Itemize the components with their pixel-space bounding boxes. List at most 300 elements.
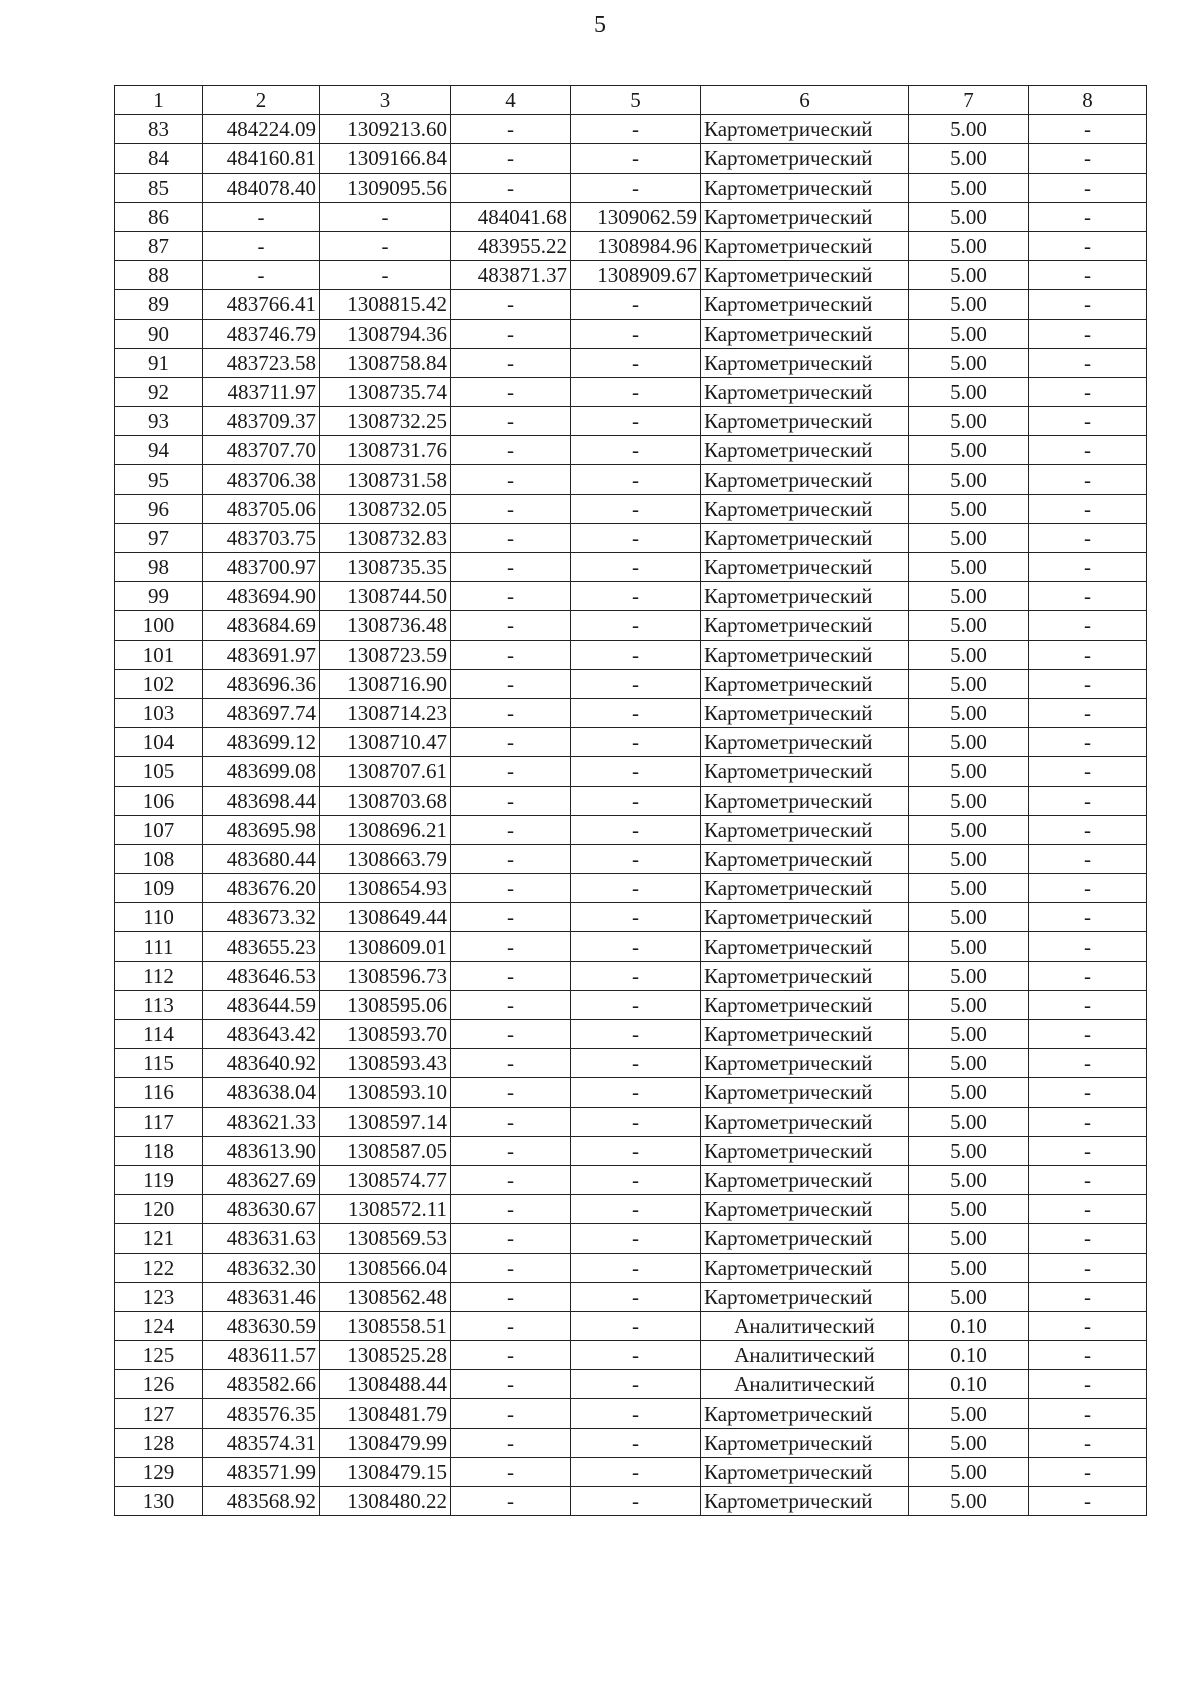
column-header: 3 bbox=[320, 86, 451, 115]
point-number-cell: 85 bbox=[115, 173, 203, 202]
method-cell: Картометрический bbox=[701, 1224, 909, 1253]
column-header: 1 bbox=[115, 86, 203, 115]
point-number-cell: 83 bbox=[115, 115, 203, 144]
point-number-cell: 130 bbox=[115, 1487, 203, 1516]
description-cell: - bbox=[1029, 903, 1147, 932]
x-coordinate-alt-cell: - bbox=[451, 1224, 571, 1253]
y-coordinate-cell: 1308649.44 bbox=[320, 903, 451, 932]
accuracy-cell: 5.00 bbox=[909, 698, 1029, 727]
y-coordinate-cell: 1308735.74 bbox=[320, 377, 451, 406]
y-coordinate-cell: 1308479.99 bbox=[320, 1428, 451, 1457]
y-coordinate-alt-cell: - bbox=[571, 932, 701, 961]
y-coordinate-cell: - bbox=[320, 261, 451, 290]
point-number-cell: 129 bbox=[115, 1457, 203, 1486]
x-coordinate-cell: 483576.35 bbox=[203, 1399, 320, 1428]
x-coordinate-cell: - bbox=[203, 202, 320, 231]
table-row bbox=[115, 786, 1147, 815]
method-cell: Картометрический bbox=[701, 348, 909, 377]
table-row bbox=[115, 1165, 1147, 1194]
y-coordinate-alt-cell: - bbox=[571, 348, 701, 377]
method-cell: Картометрический bbox=[701, 1078, 909, 1107]
accuracy-cell: 5.00 bbox=[909, 844, 1029, 873]
x-coordinate-cell: - bbox=[203, 261, 320, 290]
method-cell: Картометрический bbox=[701, 1428, 909, 1457]
y-coordinate-cell: 1308663.79 bbox=[320, 844, 451, 873]
x-coordinate-alt-cell: - bbox=[451, 1107, 571, 1136]
x-coordinate-alt-cell: - bbox=[451, 290, 571, 319]
y-coordinate-alt-cell: - bbox=[571, 961, 701, 990]
description-cell: - bbox=[1029, 728, 1147, 757]
x-coordinate-alt-cell: - bbox=[451, 1311, 571, 1340]
description-cell: - bbox=[1029, 1282, 1147, 1311]
description-cell: - bbox=[1029, 669, 1147, 698]
y-coordinate-cell: 1308609.01 bbox=[320, 932, 451, 961]
table-row bbox=[115, 1049, 1147, 1078]
table-row bbox=[115, 144, 1147, 173]
y-coordinate-cell: 1308558.51 bbox=[320, 1311, 451, 1340]
x-coordinate-alt-cell: - bbox=[451, 815, 571, 844]
y-coordinate-alt-cell: - bbox=[571, 874, 701, 903]
method-cell: Картометрический bbox=[701, 640, 909, 669]
y-coordinate-alt-cell: - bbox=[571, 436, 701, 465]
x-coordinate-cell: 483673.32 bbox=[203, 903, 320, 932]
table-body bbox=[115, 115, 1147, 1516]
y-coordinate-cell: 1308480.22 bbox=[320, 1487, 451, 1516]
method-cell: Картометрический bbox=[701, 377, 909, 406]
description-cell: - bbox=[1029, 640, 1147, 669]
x-coordinate-cell: 483574.31 bbox=[203, 1428, 320, 1457]
method-cell: Картометрический bbox=[701, 465, 909, 494]
description-cell: - bbox=[1029, 494, 1147, 523]
point-number-cell: 91 bbox=[115, 348, 203, 377]
x-coordinate-cell: 483630.59 bbox=[203, 1311, 320, 1340]
method-cell: Картометрический bbox=[701, 728, 909, 757]
accuracy-cell: 5.00 bbox=[909, 961, 1029, 990]
point-number-cell: 128 bbox=[115, 1428, 203, 1457]
description-cell: - bbox=[1029, 1078, 1147, 1107]
x-coordinate-alt-cell: - bbox=[451, 1136, 571, 1165]
accuracy-cell: 5.00 bbox=[909, 319, 1029, 348]
table-row bbox=[115, 1020, 1147, 1049]
accuracy-cell: 0.10 bbox=[909, 1341, 1029, 1370]
x-coordinate-alt-cell: - bbox=[451, 786, 571, 815]
y-coordinate-cell: 1308595.06 bbox=[320, 990, 451, 1019]
y-coordinate-alt-cell: - bbox=[571, 990, 701, 1019]
x-coordinate-cell: 483691.97 bbox=[203, 640, 320, 669]
y-coordinate-cell: 1308731.58 bbox=[320, 465, 451, 494]
y-coordinate-alt-cell: - bbox=[571, 1078, 701, 1107]
point-number-cell: 109 bbox=[115, 874, 203, 903]
table-row bbox=[115, 319, 1147, 348]
x-coordinate-alt-cell: - bbox=[451, 523, 571, 552]
column-header: 5 bbox=[571, 86, 701, 115]
column-header: 6 bbox=[701, 86, 909, 115]
y-coordinate-alt-cell: - bbox=[571, 1136, 701, 1165]
description-cell: - bbox=[1029, 1487, 1147, 1516]
y-coordinate-cell: 1308566.04 bbox=[320, 1253, 451, 1282]
x-coordinate-alt-cell: - bbox=[451, 407, 571, 436]
method-cell: Картометрический bbox=[701, 1020, 909, 1049]
table-row bbox=[115, 698, 1147, 727]
method-cell: Картометрический bbox=[701, 202, 909, 231]
method-cell: Картометрический bbox=[701, 1049, 909, 1078]
point-number-cell: 89 bbox=[115, 290, 203, 319]
x-coordinate-alt-cell: - bbox=[451, 144, 571, 173]
accuracy-cell: 5.00 bbox=[909, 1136, 1029, 1165]
y-coordinate-alt-cell: - bbox=[571, 1457, 701, 1486]
y-coordinate-alt-cell: - bbox=[571, 553, 701, 582]
point-number-cell: 113 bbox=[115, 990, 203, 1019]
method-cell: Картометрический bbox=[701, 582, 909, 611]
accuracy-cell: 5.00 bbox=[909, 815, 1029, 844]
x-coordinate-alt-cell: - bbox=[451, 494, 571, 523]
method-cell: Картометрический bbox=[701, 173, 909, 202]
x-coordinate-alt-cell: - bbox=[451, 1049, 571, 1078]
table-row bbox=[115, 815, 1147, 844]
y-coordinate-alt-cell: - bbox=[571, 1020, 701, 1049]
description-cell: - bbox=[1029, 115, 1147, 144]
accuracy-cell: 5.00 bbox=[909, 669, 1029, 698]
table-row bbox=[115, 173, 1147, 202]
method-cell: Картометрический bbox=[701, 961, 909, 990]
method-cell: Картометрический bbox=[701, 815, 909, 844]
table-header-row bbox=[115, 86, 1147, 115]
y-coordinate-alt-cell: - bbox=[571, 815, 701, 844]
method-cell: Картометрический bbox=[701, 1253, 909, 1282]
x-coordinate-cell: 483631.63 bbox=[203, 1224, 320, 1253]
y-coordinate-alt-cell: - bbox=[571, 786, 701, 815]
accuracy-cell: 5.00 bbox=[909, 611, 1029, 640]
y-coordinate-alt-cell: - bbox=[571, 1107, 701, 1136]
x-coordinate-alt-cell: - bbox=[451, 640, 571, 669]
description-cell: - bbox=[1029, 1136, 1147, 1165]
y-coordinate-alt-cell: - bbox=[571, 290, 701, 319]
table-row bbox=[115, 115, 1147, 144]
x-coordinate-alt-cell: - bbox=[451, 173, 571, 202]
y-coordinate-cell: 1308696.21 bbox=[320, 815, 451, 844]
y-coordinate-alt-cell: - bbox=[571, 1487, 701, 1516]
point-number-cell: 112 bbox=[115, 961, 203, 990]
accuracy-cell: 5.00 bbox=[909, 290, 1029, 319]
accuracy-cell: 5.00 bbox=[909, 436, 1029, 465]
y-coordinate-cell: 1309095.56 bbox=[320, 173, 451, 202]
point-number-cell: 115 bbox=[115, 1049, 203, 1078]
x-coordinate-cell: 483638.04 bbox=[203, 1078, 320, 1107]
table-row bbox=[115, 1253, 1147, 1282]
accuracy-cell: 5.00 bbox=[909, 494, 1029, 523]
point-number-cell: 117 bbox=[115, 1107, 203, 1136]
point-number-cell: 97 bbox=[115, 523, 203, 552]
accuracy-cell: 5.00 bbox=[909, 144, 1029, 173]
x-coordinate-alt-cell: - bbox=[451, 757, 571, 786]
x-coordinate-cell: 483643.42 bbox=[203, 1020, 320, 1049]
table-row bbox=[115, 1107, 1147, 1136]
x-coordinate-alt-cell: - bbox=[451, 961, 571, 990]
method-cell: Картометрический bbox=[701, 319, 909, 348]
table-row bbox=[115, 932, 1147, 961]
y-coordinate-cell: 1308574.77 bbox=[320, 1165, 451, 1194]
description-cell: - bbox=[1029, 202, 1147, 231]
point-number-cell: 84 bbox=[115, 144, 203, 173]
y-coordinate-cell: 1308716.90 bbox=[320, 669, 451, 698]
table-row bbox=[115, 1311, 1147, 1340]
point-number-cell: 87 bbox=[115, 231, 203, 260]
x-coordinate-alt-cell: - bbox=[451, 348, 571, 377]
accuracy-cell: 5.00 bbox=[909, 1020, 1029, 1049]
accuracy-cell: 5.00 bbox=[909, 990, 1029, 1019]
y-coordinate-alt-cell: - bbox=[571, 1195, 701, 1224]
description-cell: - bbox=[1029, 1253, 1147, 1282]
x-coordinate-cell: 483723.58 bbox=[203, 348, 320, 377]
description-cell: - bbox=[1029, 874, 1147, 903]
accuracy-cell: 5.00 bbox=[909, 1224, 1029, 1253]
point-number-cell: 116 bbox=[115, 1078, 203, 1107]
x-coordinate-cell: 484224.09 bbox=[203, 115, 320, 144]
table-row bbox=[115, 1399, 1147, 1428]
accuracy-cell: 5.00 bbox=[909, 1195, 1029, 1224]
y-coordinate-alt-cell: - bbox=[571, 465, 701, 494]
x-coordinate-cell: 483632.30 bbox=[203, 1253, 320, 1282]
x-coordinate-cell: 483695.98 bbox=[203, 815, 320, 844]
y-coordinate-cell: 1308562.48 bbox=[320, 1282, 451, 1311]
accuracy-cell: 5.00 bbox=[909, 1253, 1029, 1282]
x-coordinate-alt-cell: - bbox=[451, 698, 571, 727]
y-coordinate-cell: - bbox=[320, 202, 451, 231]
point-number-cell: 102 bbox=[115, 669, 203, 698]
y-coordinate-alt-cell: - bbox=[571, 1224, 701, 1253]
method-cell: Картометрический bbox=[701, 115, 909, 144]
x-coordinate-alt-cell: - bbox=[451, 932, 571, 961]
y-coordinate-alt-cell: - bbox=[571, 640, 701, 669]
point-number-cell: 98 bbox=[115, 553, 203, 582]
method-cell: Картометрический bbox=[701, 231, 909, 260]
description-cell: - bbox=[1029, 1399, 1147, 1428]
y-coordinate-cell: 1308525.28 bbox=[320, 1341, 451, 1370]
x-coordinate-cell: 483707.70 bbox=[203, 436, 320, 465]
x-coordinate-alt-cell: 483955.22 bbox=[451, 231, 571, 260]
table-row bbox=[115, 1136, 1147, 1165]
method-cell: Картометрический bbox=[701, 553, 909, 582]
table-row bbox=[115, 436, 1147, 465]
method-cell: Картометрический bbox=[701, 932, 909, 961]
x-coordinate-cell: 483696.36 bbox=[203, 669, 320, 698]
method-cell: Картометрический bbox=[701, 1457, 909, 1486]
y-coordinate-alt-cell: - bbox=[571, 611, 701, 640]
y-coordinate-alt-cell: - bbox=[571, 1370, 701, 1399]
table-row bbox=[115, 1282, 1147, 1311]
y-coordinate-alt-cell: - bbox=[571, 1049, 701, 1078]
description-cell: - bbox=[1029, 611, 1147, 640]
table-row bbox=[115, 1341, 1147, 1370]
y-coordinate-alt-cell: - bbox=[571, 494, 701, 523]
x-coordinate-alt-cell: - bbox=[451, 874, 571, 903]
description-cell: - bbox=[1029, 290, 1147, 319]
y-coordinate-cell: 1308593.70 bbox=[320, 1020, 451, 1049]
x-coordinate-cell: 483630.67 bbox=[203, 1195, 320, 1224]
x-coordinate-alt-cell: - bbox=[451, 1370, 571, 1399]
point-number-cell: 101 bbox=[115, 640, 203, 669]
x-coordinate-cell: 483655.23 bbox=[203, 932, 320, 961]
table-row bbox=[115, 1078, 1147, 1107]
x-coordinate-alt-cell: - bbox=[451, 611, 571, 640]
y-coordinate-cell: 1308735.35 bbox=[320, 553, 451, 582]
x-coordinate-alt-cell: - bbox=[451, 1195, 571, 1224]
x-coordinate-alt-cell: - bbox=[451, 1428, 571, 1457]
accuracy-cell: 5.00 bbox=[909, 932, 1029, 961]
method-cell: Картометрический bbox=[701, 494, 909, 523]
y-coordinate-cell: 1308731.76 bbox=[320, 436, 451, 465]
table-row bbox=[115, 611, 1147, 640]
accuracy-cell: 5.00 bbox=[909, 1107, 1029, 1136]
method-cell: Картометрический bbox=[701, 261, 909, 290]
accuracy-cell: 0.10 bbox=[909, 1311, 1029, 1340]
method-cell: Картометрический bbox=[701, 407, 909, 436]
point-number-cell: 124 bbox=[115, 1311, 203, 1340]
x-coordinate-alt-cell: - bbox=[451, 1341, 571, 1370]
method-cell: Картометрический bbox=[701, 1195, 909, 1224]
y-coordinate-alt-cell: - bbox=[571, 844, 701, 873]
accuracy-cell: 5.00 bbox=[909, 261, 1029, 290]
column-header: 8 bbox=[1029, 86, 1147, 115]
description-cell: - bbox=[1029, 961, 1147, 990]
description-cell: - bbox=[1029, 815, 1147, 844]
y-coordinate-alt-cell: - bbox=[571, 1282, 701, 1311]
table-row bbox=[115, 407, 1147, 436]
description-cell: - bbox=[1029, 319, 1147, 348]
x-coordinate-cell: 483571.99 bbox=[203, 1457, 320, 1486]
y-coordinate-cell: 1308488.44 bbox=[320, 1370, 451, 1399]
x-coordinate-alt-cell: - bbox=[451, 903, 571, 932]
y-coordinate-cell: 1308479.15 bbox=[320, 1457, 451, 1486]
x-coordinate-alt-cell: - bbox=[451, 1282, 571, 1311]
table-row bbox=[115, 874, 1147, 903]
y-coordinate-cell: 1308481.79 bbox=[320, 1399, 451, 1428]
x-coordinate-cell: 483613.90 bbox=[203, 1136, 320, 1165]
y-coordinate-alt-cell: - bbox=[571, 1253, 701, 1282]
table-row bbox=[115, 728, 1147, 757]
x-coordinate-alt-cell: - bbox=[451, 436, 571, 465]
y-coordinate-alt-cell: - bbox=[571, 669, 701, 698]
x-coordinate-alt-cell: - bbox=[451, 990, 571, 1019]
point-number-cell: 106 bbox=[115, 786, 203, 815]
description-cell: - bbox=[1029, 1107, 1147, 1136]
accuracy-cell: 5.00 bbox=[909, 377, 1029, 406]
x-coordinate-alt-cell: - bbox=[451, 1487, 571, 1516]
point-number-cell: 99 bbox=[115, 582, 203, 611]
point-number-cell: 120 bbox=[115, 1195, 203, 1224]
point-number-cell: 104 bbox=[115, 728, 203, 757]
x-coordinate-cell: 483631.46 bbox=[203, 1282, 320, 1311]
accuracy-cell: 5.00 bbox=[909, 465, 1029, 494]
point-number-cell: 107 bbox=[115, 815, 203, 844]
y-coordinate-cell: 1308732.83 bbox=[320, 523, 451, 552]
y-coordinate-cell: 1309166.84 bbox=[320, 144, 451, 173]
table-row bbox=[115, 903, 1147, 932]
x-coordinate-alt-cell: - bbox=[451, 1020, 571, 1049]
accuracy-cell: 5.00 bbox=[909, 757, 1029, 786]
x-coordinate-alt-cell: - bbox=[451, 553, 571, 582]
x-coordinate-cell: 483698.44 bbox=[203, 786, 320, 815]
accuracy-cell: 5.00 bbox=[909, 1078, 1029, 1107]
table-row bbox=[115, 1487, 1147, 1516]
x-coordinate-alt-cell: - bbox=[451, 465, 571, 494]
coordinates-table bbox=[114, 85, 1147, 1516]
x-coordinate-alt-cell: - bbox=[451, 669, 571, 698]
point-number-cell: 86 bbox=[115, 202, 203, 231]
y-coordinate-cell: 1308815.42 bbox=[320, 290, 451, 319]
table-row bbox=[115, 1224, 1147, 1253]
x-coordinate-cell: 483694.90 bbox=[203, 582, 320, 611]
y-coordinate-alt-cell: 1308984.96 bbox=[571, 231, 701, 260]
point-number-cell: 122 bbox=[115, 1253, 203, 1282]
x-coordinate-cell: 483699.12 bbox=[203, 728, 320, 757]
method-cell: Картометрический bbox=[701, 611, 909, 640]
point-number-cell: 96 bbox=[115, 494, 203, 523]
method-cell: Картометрический bbox=[701, 990, 909, 1019]
table-row bbox=[115, 261, 1147, 290]
x-coordinate-cell: 483711.97 bbox=[203, 377, 320, 406]
x-coordinate-cell: 483640.92 bbox=[203, 1049, 320, 1078]
method-cell: Картометрический bbox=[701, 290, 909, 319]
method-cell: Картометрический bbox=[701, 1487, 909, 1516]
accuracy-cell: 5.00 bbox=[909, 1457, 1029, 1486]
x-coordinate-cell: 483697.74 bbox=[203, 698, 320, 727]
description-cell: - bbox=[1029, 553, 1147, 582]
x-coordinate-cell: 483611.57 bbox=[203, 1341, 320, 1370]
y-coordinate-alt-cell: - bbox=[571, 582, 701, 611]
point-number-cell: 92 bbox=[115, 377, 203, 406]
table-row bbox=[115, 844, 1147, 873]
accuracy-cell: 5.00 bbox=[909, 1282, 1029, 1311]
x-coordinate-alt-cell: 483871.37 bbox=[451, 261, 571, 290]
x-coordinate-cell: 483680.44 bbox=[203, 844, 320, 873]
y-coordinate-alt-cell: - bbox=[571, 144, 701, 173]
y-coordinate-cell: 1308732.05 bbox=[320, 494, 451, 523]
x-coordinate-alt-cell: - bbox=[451, 115, 571, 144]
x-coordinate-alt-cell: - bbox=[451, 1399, 571, 1428]
table-row bbox=[115, 202, 1147, 231]
point-number-cell: 88 bbox=[115, 261, 203, 290]
point-number-cell: 94 bbox=[115, 436, 203, 465]
method-cell: Картометрический bbox=[701, 1282, 909, 1311]
description-cell: - bbox=[1029, 436, 1147, 465]
point-number-cell: 90 bbox=[115, 319, 203, 348]
page-number: 5 bbox=[594, 12, 606, 38]
point-number-cell: 93 bbox=[115, 407, 203, 436]
y-coordinate-alt-cell: - bbox=[571, 377, 701, 406]
x-coordinate-alt-cell: 484041.68 bbox=[451, 202, 571, 231]
table-row bbox=[115, 348, 1147, 377]
x-coordinate-alt-cell: - bbox=[451, 1078, 571, 1107]
x-coordinate-cell: 483766.41 bbox=[203, 290, 320, 319]
y-coordinate-cell: 1308758.84 bbox=[320, 348, 451, 377]
y-coordinate-alt-cell: - bbox=[571, 407, 701, 436]
description-cell: - bbox=[1029, 582, 1147, 611]
method-cell: Картометрический bbox=[701, 903, 909, 932]
description-cell: - bbox=[1029, 465, 1147, 494]
y-coordinate-alt-cell: - bbox=[571, 1399, 701, 1428]
point-number-cell: 110 bbox=[115, 903, 203, 932]
x-coordinate-alt-cell: - bbox=[451, 844, 571, 873]
y-coordinate-alt-cell: - bbox=[571, 523, 701, 552]
x-coordinate-cell: 484078.40 bbox=[203, 173, 320, 202]
method-cell: Картометрический bbox=[701, 1136, 909, 1165]
x-coordinate-alt-cell: - bbox=[451, 1253, 571, 1282]
method-cell: Картометрический bbox=[701, 436, 909, 465]
y-coordinate-cell: 1308593.43 bbox=[320, 1049, 451, 1078]
table-row bbox=[115, 961, 1147, 990]
y-coordinate-alt-cell: - bbox=[571, 757, 701, 786]
